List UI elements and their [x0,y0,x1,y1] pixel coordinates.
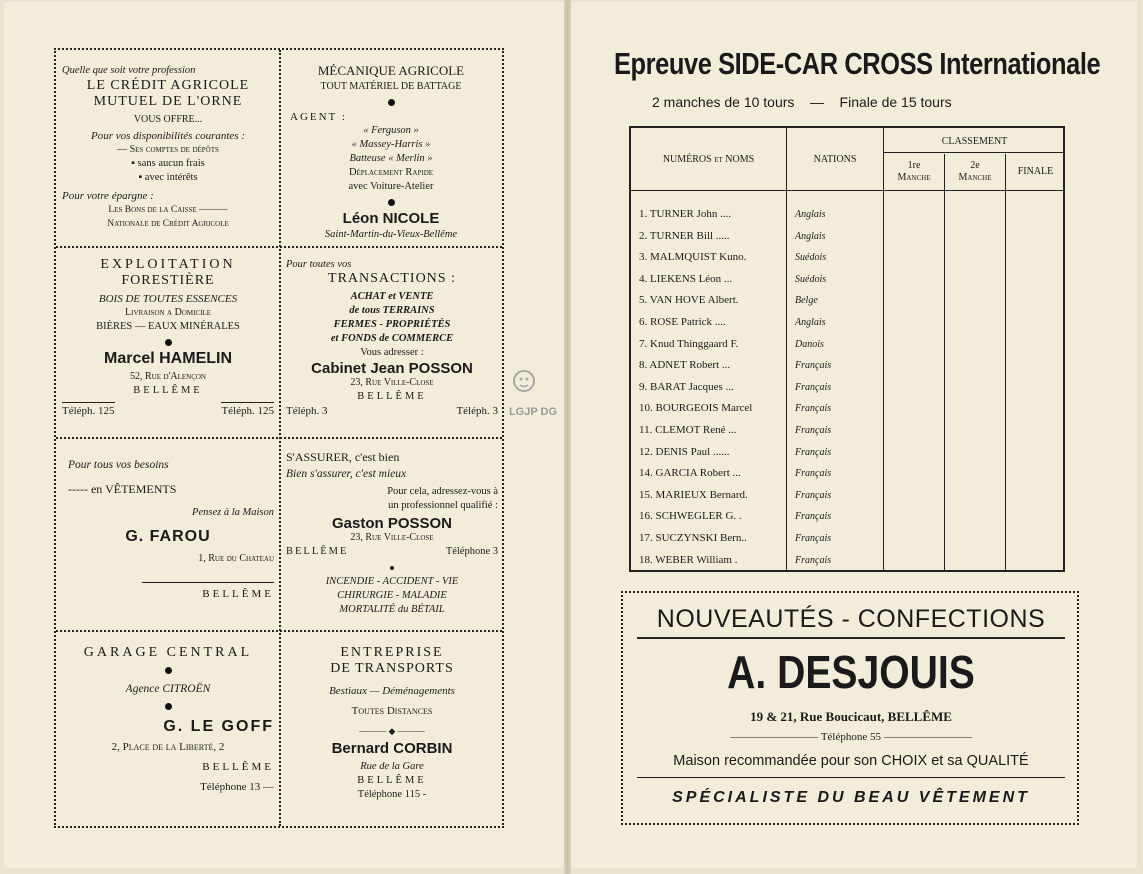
ad-title: FORESTIÈRE [121,273,215,288]
results-table [629,126,1065,572]
grid-divider-3 [56,630,502,632]
rider-nation: Français [795,489,832,501]
rider-name: 11. CLEMOT René ... [639,424,737,436]
stamp-face-icon [508,363,558,403]
ad-text: un professionnel qualifié : [388,500,498,511]
ad-phone: Téléphone 13 — [200,781,274,793]
rider-name: 1. TURNER John .... [639,208,732,220]
rider-nation: Danois [795,338,824,350]
ad-text: Pour cela, adressez-vous à [387,486,498,497]
ad-text: Déplacement Rapide [348,167,434,178]
ad-phone-line: ———————— Téléphone 55 ———————— [730,731,972,743]
ad-assurances [286,450,498,626]
ad-text: Pour tous vos besoins [68,459,169,471]
ad-text: de tous TERRAINS [349,305,435,316]
ad-name: A. DESJOUIS [727,646,975,698]
stamp-text: LGJP DG [508,406,558,418]
ad-address: Saint-Martin-du-Vieux-Bellême [324,229,458,240]
ad-name: Cabinet Jean POSSON [311,360,473,377]
ad-text: et FONDS de COMMERCE [330,333,454,344]
rider-nation: Belge [795,295,818,307]
rider-name: 16. SCHWEGLER G. . [639,510,742,523]
ad-farou [62,450,274,626]
ad-title: MUTUEL DE L'ORNE [93,94,243,109]
header-classement: CLASSEMENT [941,136,1008,147]
ad-text: Vous adresser : [360,347,424,358]
rider-name: 17. SUCZYNSKI Bern.. [639,532,747,544]
ad-text: S'ASSURER, c'est bien [286,450,400,464]
ad-text: sans aucun frais [137,158,205,169]
rider-name: 18. WEBER William . [639,553,738,566]
ad-address: 23, Rue Ville-Close [350,377,434,388]
table-col-divider [883,128,884,572]
rider-nation: Français [795,446,832,458]
rider-name: 14. GARCIA Robert ... [639,467,741,480]
ad-text: TOUT MATÉRIEL DE BATTAGE [320,81,462,92]
rider-nation: Anglais [795,317,826,328]
ad-town: BELLÊME [133,385,203,396]
rider-name: 9. BARAT Jacques ... [639,380,734,393]
ad-title: GARAGE CENTRAL [83,645,253,660]
rider-name: 6. ROSE Patrick .... [639,316,726,328]
rider-name: 2. TURNER Bill ..... [639,229,730,242]
table-col-divider [944,154,945,572]
race-subtitle-part: 2 manches de 10 tours [652,94,795,110]
rider-nation: Français [795,425,832,436]
ad-name: Gaston POSSON [331,515,453,532]
header-nations: NATIONS [813,154,857,165]
grid-divider-2 [56,437,502,439]
ad-phone: Téléph. 125 [62,402,115,418]
rider-nation: Français [795,381,832,393]
header-finale: FINALE [1017,166,1054,177]
ad-text: CHIRURGIE - MALADIE [337,590,447,601]
rider-nation: Suédois [795,273,827,285]
bullet-icon [165,667,172,674]
ad-text: ----- en VÊTEMENTS [68,482,177,496]
ad-text: BIÈRES — EAUX MINÉRALES [96,321,240,332]
ad-title: MÉCANIQUE AGRICOLE [317,64,465,78]
ad-text: Pour toutes vos [286,259,352,270]
grid-divider-1 [56,246,502,248]
ad-address: 2, Place de la Liberté, 2 [111,741,225,753]
ad-title: ENTREPRISE [340,645,444,660]
collector-stamp [508,363,558,419]
ad-grid [54,48,504,828]
table-col-divider [786,128,787,572]
ad-address: Rue de la Gare [360,761,424,772]
ad-rule [637,637,1065,639]
ad-exploitation-forestiere [62,258,274,434]
rider-name: 12. DENIS Paul ...... [639,445,730,458]
ad-phone: Téléphone 55 [820,731,881,743]
ornament-icon: ——— ◆ ——— [359,726,425,736]
ad-text: « Massey-Harris » [351,139,431,150]
ad-text: avec Voiture-Atelier [348,181,434,192]
ad-text: Nationale de Crédit Agricole [107,219,229,229]
ad-address: 19 & 21, Rue Boucicaut, BELLÊME [750,709,952,724]
rider-name: 15. MARIEUX Bernard. [639,488,748,501]
ad-credit-agricole [62,64,274,244]
ad-name: Léon NICOLE [342,210,440,227]
race-subtitle [652,94,952,110]
ad-transactions [286,258,498,434]
race-subtitle-dash: — [809,94,824,110]
ad-phone: Téléph. 125 [221,402,274,418]
ad-rule [637,777,1065,778]
ad-text [286,450,498,464]
rider-name: 8. ADNET Robert ... [639,359,731,372]
header-manche-1 [884,160,944,184]
ad-title: EXPLOITATION [100,258,236,272]
ad-address: 23, Rue Ville-Close [350,532,434,543]
ad-title: TRANSACTIONS : [328,271,456,286]
race-title: Epreuve SIDE-CAR CROSS Internationale [614,46,1101,81]
ad-text: Batteuse « Merlin » [349,153,433,164]
ad-phone: Téléphone 3 [445,546,498,557]
ad-text: ACHAT et VENTE [350,291,434,302]
table-col-divider [1005,154,1006,572]
ad-phone-row [286,545,498,559]
header-manche-2 [945,160,1005,184]
ad-bullet: ▪ sans aucun frais [131,158,205,169]
ad-address: 1, Rue du Chateau [198,553,274,564]
rider-nation: Français [795,511,832,523]
ad-bullet: ▪ avec intérêts [138,172,198,183]
ad-mecanique-agricole [284,64,498,244]
ad-text: BOIS DE TOUTES ESSENCES [98,293,238,305]
ad-phone: Téléph. 3 [456,405,498,417]
rider-nation: Français [795,554,832,566]
ad-text: VOUS OFFRE... [133,114,203,125]
rider-nation: Français [795,360,832,372]
rider-name: 7. Knud Thinggaard F. [639,337,739,350]
ad-slogan: SPÉCIALISTE DU BEAU VÊTEMENT [672,789,1030,806]
ad-text: Bien s'assurer, c'est mieux [286,468,407,480]
ad-phone-row [62,402,274,418]
ad-text: avec intérêts [144,172,198,183]
ad-phone: Téléphone 115 - [357,789,427,800]
ad-text: Toutes Distances [351,705,433,717]
ad-phone: Téléph. 3 [286,405,328,417]
ad-text: Quelle que soit votre profession [62,65,196,76]
ad-address: 52, Rue d'Alençon [130,371,206,382]
table-subheader-line [884,152,1065,153]
ad-text: « Ferguson » [363,125,419,136]
ad-text: Bestiaux — Déménagements [329,685,455,697]
ad-text: Pensez à la Maison [192,507,274,518]
header-text: Manche [897,172,931,183]
ad-text: Pour votre épargne : [62,190,154,202]
ad-text: AGENT : [290,111,347,123]
header-text: 2e [970,160,980,171]
ad-desjouis [621,591,1079,825]
race-subtitle-part: Finale de 15 tours [839,94,952,110]
rider-nation: Anglais [795,230,826,242]
ad-transports [286,642,498,822]
bullet-icon [388,199,395,206]
ad-name: G. LE GOFF [163,718,274,735]
ad-text: FERMES - PROPRIÉTÉS [333,319,451,330]
ad-town: BELLÊME [202,761,274,773]
rider-name: 5. VAN HOVE Albert. [639,294,739,307]
bullet-icon [165,703,172,710]
rider-nation: Anglais [795,209,826,220]
bullet-icon [388,99,395,106]
ad-town: BELLÊME [357,775,427,786]
rider-name: 3. MALMQUIST Kuno. [639,251,747,264]
header-text: Manche [958,172,992,183]
rider-nation: Français [795,468,832,480]
rider-name: 10. BOURGEOIS Marcel [639,402,753,415]
ad-town: BELLÊME [286,546,349,557]
ad-text: Maison recommandée pour son CHOIX et sa QUALITÉ [673,753,1029,769]
ad-text: INCENDIE - ACCIDENT - VIE [325,576,459,587]
ad-name: Bernard CORBIN [331,740,453,757]
ad-title: NOUVEAUTÉS - CONFECTIONS [656,605,1046,633]
ad-phone-row [286,404,498,418]
table-header-line [631,190,1063,191]
page-fold [564,0,571,874]
ad-text: — Ses comptes de dépôts [117,144,219,155]
rider-nation: Français [795,403,832,415]
ad-text: Livraison a Domicile [125,307,211,318]
ad-title: LE CRÉDIT AGRICOLE [86,78,250,93]
ad-name: Marcel HAMELIN [103,350,233,367]
ad-town: BELLÊME [357,391,427,402]
header-text: 1re [907,160,921,171]
ad-garage-central [62,642,274,822]
ad-title: DE TRANSPORTS [330,661,454,676]
rider-nation: Français [795,533,832,544]
ad-town: BELLÊME [142,582,274,601]
rider-name: 4. LIEKENS Léon ... [639,272,733,285]
ad-text: MORTALITÉ du BÉTAIL [339,604,445,615]
bullet-icon [165,339,172,346]
ad-name: G. FAROU [125,528,211,545]
rider-nation: Suédois [795,252,827,264]
bullet-icon [390,566,394,570]
ad-text: Les Bons de la Caisse ——— [108,205,228,215]
header-names: NUMÉROS et NOMS [662,154,755,165]
ad-text: Agence CITROËN [125,683,211,695]
ad-text: Pour vos disponibilités courantes : [91,130,245,142]
